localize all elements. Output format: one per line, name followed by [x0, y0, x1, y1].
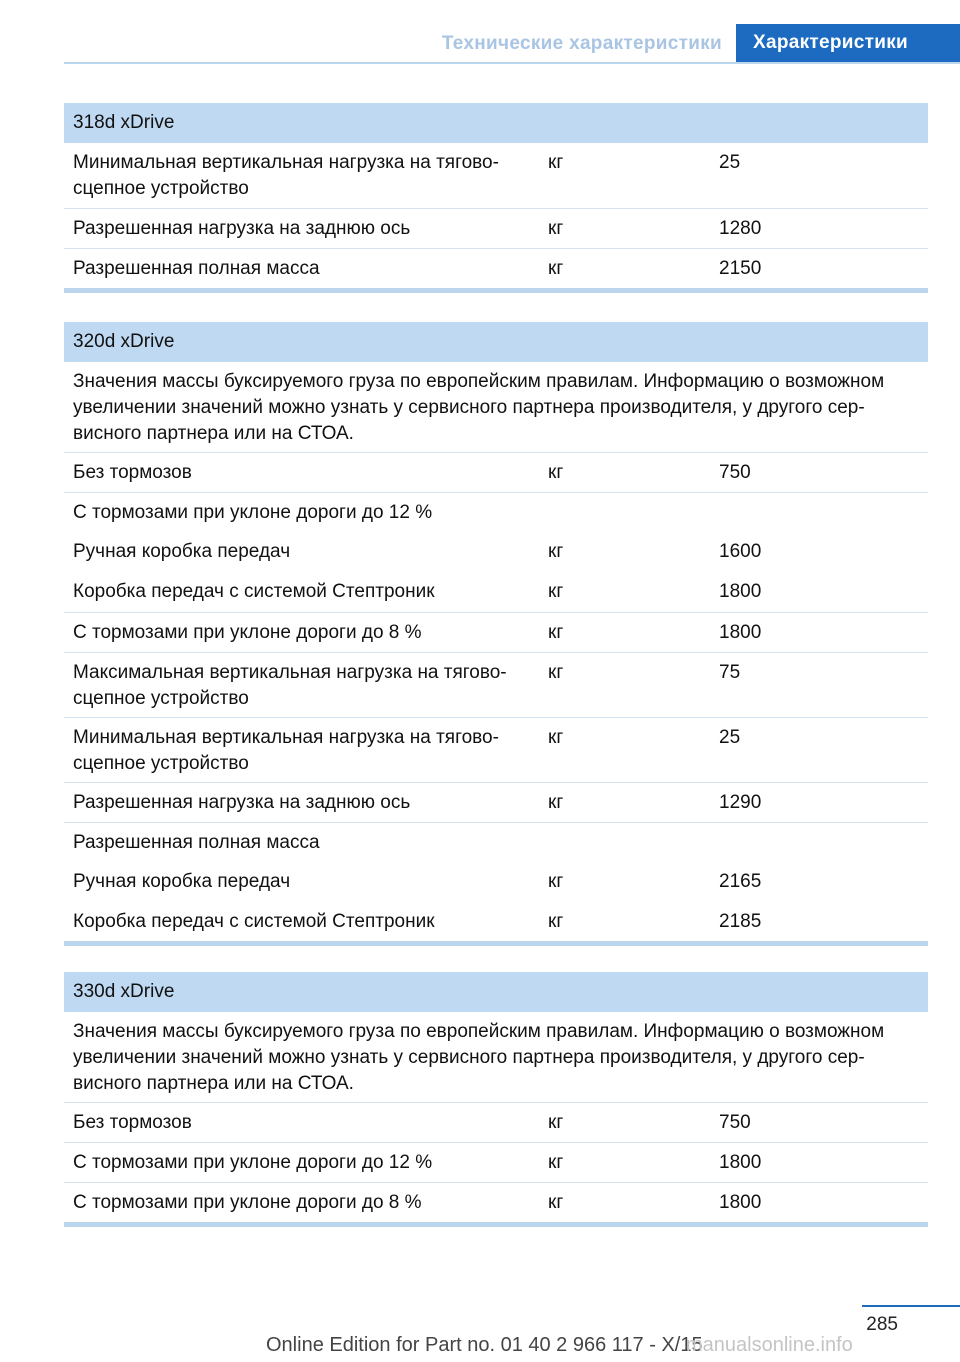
table-row: Разрешенная нагрузка на заднюю ось кг 1290	[64, 782, 928, 822]
table-end-rule	[64, 1222, 928, 1227]
spec-table-318d	[64, 103, 928, 293]
spec-table-330d	[64, 972, 928, 1227]
table-row: С тормозами при уклоне дороги до 8 % кг 1800	[64, 612, 928, 652]
table-row: С тормозами при уклоне дороги до 8 % кг 1800	[64, 1182, 928, 1222]
table-row: Максимальная вертикальная нагрузка на тягово-сцепное устройство кг 75	[64, 652, 928, 717]
table-note: Значения массы буксируемого груза по европейским правилам. Информацию о возможном увеличении значений можно узнать у сервисного партнера производителя, у другого сер-висного партнера или на СТОА.	[73, 1021, 885, 1094]
table-row: Без тормозов кг 750	[64, 452, 928, 492]
table-title: 318d xDrive	[64, 103, 928, 143]
table-row: Минимальная вертикальная нагрузка на тягово-сцепное устройство кг 25	[73, 152, 741, 199]
page-header	[64, 24, 960, 64]
page-number-rule	[862, 1305, 960, 1307]
table-row: Ручная коробка передач кг 1600	[73, 541, 762, 562]
table-row: Коробка передач с системой Стептроник кг 1800	[73, 581, 762, 602]
spec-table-320d	[64, 322, 928, 946]
table-row: Без тормозов кг 750	[64, 1102, 928, 1142]
table-row: С тормозами при уклоне дороги до 12 % кг 1800	[64, 1142, 928, 1182]
table-end-rule	[64, 941, 928, 946]
watermark: manualsonline.info	[686, 1334, 853, 1356]
table-row: Ручная коробка передач кг 2165	[73, 871, 762, 892]
table-row: Коробка передач с системой Стептроник кг 2185	[73, 911, 762, 932]
breadcrumb-section[interactable]: Технические характеристики	[441, 33, 722, 54]
table-row: Разрешенная нагрузка на заднюю ось кг 1280	[64, 208, 928, 248]
table-row: С тормозами при уклоне дороги до 12 %	[64, 492, 928, 532]
table-row: Минимальная вертикальная нагрузка на тягово-сцепное устройство кг 25	[64, 717, 928, 782]
table-row: Разрешенная полная масса кг 2150	[64, 248, 928, 288]
table-title: 330d xDrive	[64, 972, 928, 1012]
table-row: Разрешенная полная масса	[64, 822, 928, 862]
table-end-rule	[64, 288, 928, 293]
edition-footer: Online Edition for Part no. 01 40 2 966 117 - X/15	[266, 1334, 703, 1356]
table-note: Значения массы буксируемого груза по европейским правилам. Информацию о возможном увеличении значений можно узнать у сервисного партнера производителя, у другого сер-висного партнера или на СТОА.	[73, 371, 885, 444]
page-number: 285	[866, 1314, 898, 1335]
breadcrumb-chapter[interactable]: Характеристики	[736, 24, 960, 62]
table-title: 320d xDrive	[64, 322, 928, 362]
